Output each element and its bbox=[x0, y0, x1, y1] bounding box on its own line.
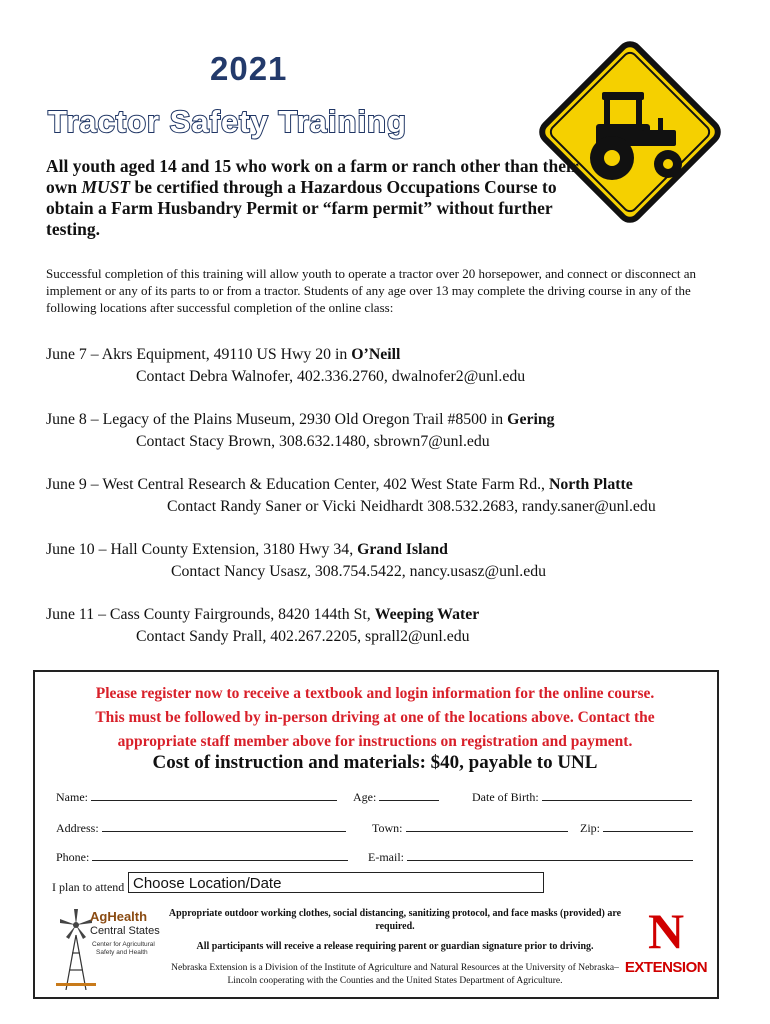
name-field[interactable]: Name: bbox=[56, 789, 337, 805]
location-city: O’Neill bbox=[351, 346, 401, 363]
phone-input-line[interactable] bbox=[92, 849, 348, 861]
dob-field[interactable]: Date of Birth: bbox=[472, 789, 692, 805]
clothing-requirement: Appropriate outdoor working clothes, social distancing, sanitizing protocol, and face masks (provided) are required. bbox=[168, 908, 622, 932]
location-contact: Contact Sandy Prall, 402.267.2205, sprall2@unl.edu bbox=[136, 628, 470, 645]
registration-instructions: Please register now to receive a textbook and login information for the online course. This must be followed by in-person driving at one of the locations above. Contact the appropriate staff member above for instructions on registration and payment. bbox=[95, 685, 655, 750]
nebraska-n-icon: N bbox=[647, 903, 685, 959]
zip-field[interactable]: Zip: bbox=[580, 820, 693, 836]
location-contact: Contact Nancy Usasz, 308.754.5422, nancy.usasz@unl.edu bbox=[171, 563, 547, 580]
location-contact: Contact Stacy Brown, 308.632.1480, sbrown7@unl.edu bbox=[136, 433, 490, 450]
location-item: June 7 – Akrs Equipment, 49110 US Hwy 20 in O’Neill Contact Debra Walnofer, 402.336.2760, dwalnofer2@unl.edu bbox=[46, 344, 525, 388]
location-contact: Contact Randy Saner or Vicki Neidhardt 308.532.2683, randy.saner@unl.edu bbox=[167, 498, 656, 515]
age-field[interactable]: Age: bbox=[353, 789, 439, 805]
page-title: Tractor Safety Training bbox=[48, 104, 407, 139]
intro-text-end: be certified through a Hazardous Occupations Course to obtain a Farm Husbandry Permit or “farm permit” without further testing. bbox=[46, 177, 557, 239]
location-item: June 9 – West Central Research & Education Center, 402 West State Farm Rd., North Platte Contact Randy Saner or Vicki Neidhardt 308.532.2683, randy.saner@unl.edu bbox=[46, 474, 656, 518]
extension-disclaimer: Nebraska Extension is a Division of the Institute of Agriculture and Natural Resources at the University of Nebraska–Lincoln cooperating with the Counties and the United States Department of Agriculture. bbox=[171, 963, 619, 986]
eligibility-statement bbox=[46, 156, 596, 240]
nebraska-extension-logo: N EXTENSION bbox=[624, 903, 708, 976]
intro-emphasis: MUST bbox=[81, 177, 131, 197]
aghealth-logo: AgHealth Central States Center for Agricultural Safety and Health bbox=[54, 905, 164, 990]
address-input-line[interactable] bbox=[102, 820, 346, 832]
town-input-line[interactable] bbox=[406, 820, 568, 832]
address-field[interactable]: Address: bbox=[56, 820, 346, 836]
location-city: North Platte bbox=[548, 476, 633, 493]
dob-input-line[interactable] bbox=[542, 789, 692, 801]
location-item: June 10 – Hall County Extension, 3180 Hwy 34, Grand Island Contact Nancy Usasz, 308.754.5422, nancy.usasz@unl.edu bbox=[46, 539, 546, 583]
email-input-line[interactable] bbox=[407, 849, 693, 861]
location-city: Weeping Water bbox=[374, 606, 480, 623]
location-city: Gering bbox=[507, 411, 555, 428]
intro-text-start: All youth aged 14 and 15 who work on a farm or ranch other than their own bbox=[46, 156, 579, 197]
name-input-line[interactable] bbox=[91, 789, 337, 801]
age-input-line[interactable] bbox=[379, 789, 439, 801]
town-field[interactable]: Town: bbox=[372, 820, 568, 836]
year-heading: 2021 bbox=[210, 50, 288, 87]
location-date-select[interactable]: Choose Location/Date bbox=[128, 872, 544, 893]
plan-to-attend-label: I plan to attend bbox=[52, 880, 125, 894]
release-requirement: All participants will receive a release requiring parent or guardian signature prior to driving. bbox=[196, 941, 594, 952]
location-item: June 11 – Cass County Fairgrounds, 8420 144th St, Weeping Water Contact Sandy Prall, 402.267.2205, sprall2@unl.edu bbox=[46, 604, 479, 648]
zip-input-line[interactable] bbox=[603, 820, 693, 832]
training-description: Successful completion of this training will allow youth to operate a tractor over 20 horsepower, and connect or disconnect an implement or any of its parts to or from a tractor. Students of any age over 13 may complete the driving course in any of the following locations after successful completion of the online class: bbox=[46, 266, 697, 315]
location-item: June 8 – Legacy of the Plains Museum, 2930 Old Oregon Trail #8500 in Gering Contact Stacy Brown, 308.632.1480, sbrown7@unl.edu bbox=[46, 409, 555, 453]
location-city: Grand Island bbox=[357, 541, 448, 558]
phone-field[interactable]: Phone: bbox=[56, 849, 348, 865]
cost-statement: Cost of instruction and materials: $40, payable to UNL bbox=[152, 752, 598, 773]
location-contact: Contact Debra Walnofer, 402.336.2760, dwalnofer2@unl.edu bbox=[136, 368, 526, 385]
email-field[interactable]: E-mail: bbox=[368, 849, 693, 865]
